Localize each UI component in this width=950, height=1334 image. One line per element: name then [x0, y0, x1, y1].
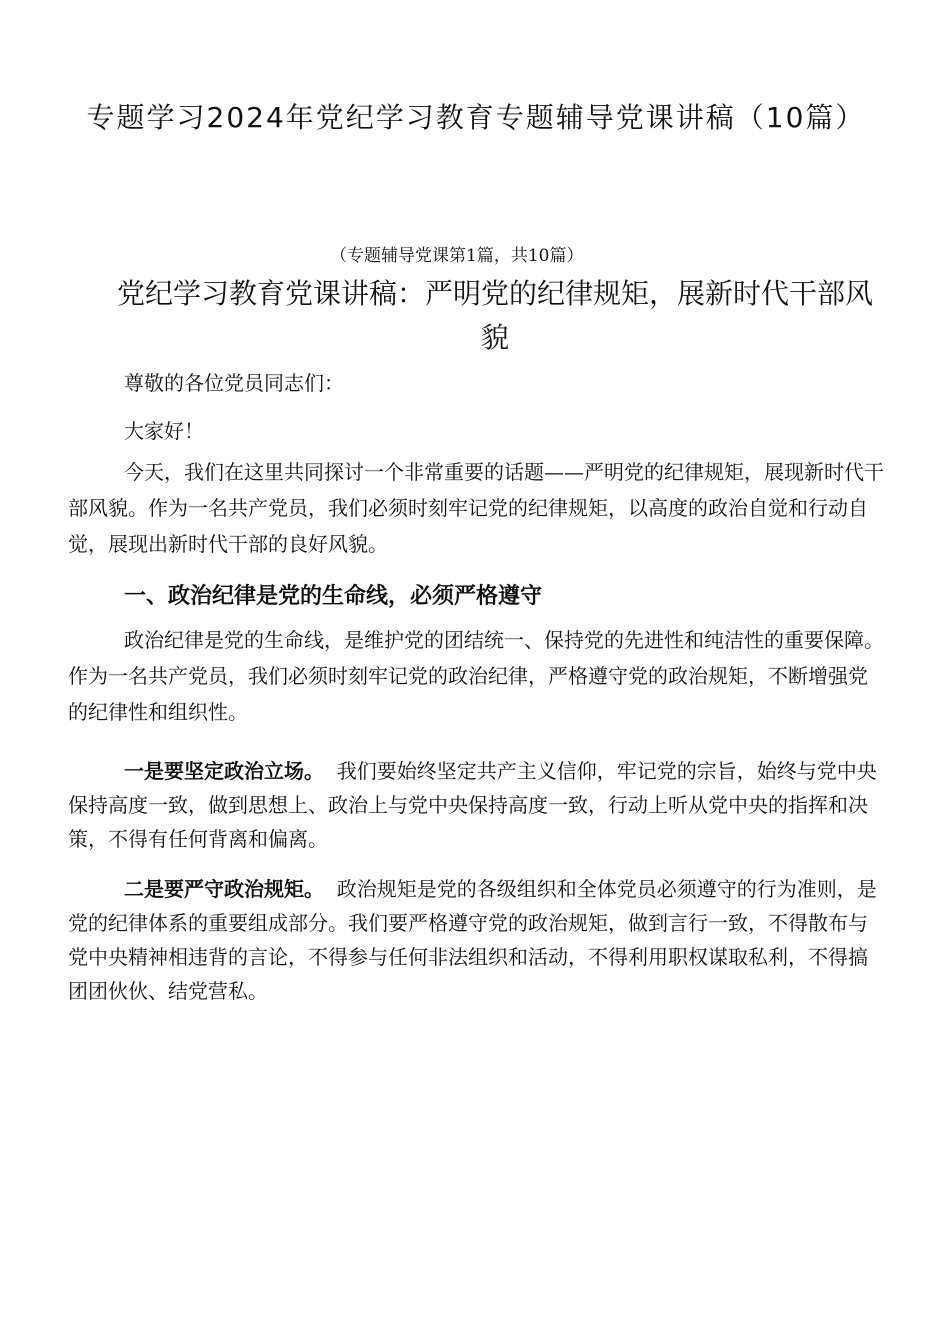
point-two-lead: 二是要严守政治规矩。 [124, 877, 324, 901]
section-body-political-discipline: 政治纪律是党的生命线，是维护党的团结统一、保持党的先进性和纯洁性的重要保障。作为一名共产党员，我们必须时刻牢记党的政治纪律，严格遵守党的政治规矩，不断增强党的纪律性和组织性。 [68, 628, 884, 724]
document-title: 专题学习2024年党纪学习教育专题辅导党课讲稿（10篇） [86, 101, 866, 134]
lecture-title: 党纪学习教育党课讲稿：严明党的纪律规矩，展新时代干部风貌 [116, 277, 873, 354]
point-one-body: 我们要始终坚定共产主义信仰，牢记党的宗旨，始终与党中央保持高度一致，做到思想上、政治上与党中央保持高度一致，行动上听从党中央的指挥和决策，不得有任何背离和偏离。 [68, 759, 877, 851]
point-two-paragraph [68, 872, 884, 1008]
point-one-lead: 一是要坚定政治立场。 [124, 759, 324, 783]
salutation: 尊敬的各位党员同志们： [124, 371, 344, 395]
point-two-body: 政治规矩是党的各级组织和全体党员必须遵守的行为准则，是党的纪律体系的重要组成部分。我们要严格遵守党的政治规矩，做到言行一致，不得散布与党中央精神相违背的言论，不得参与任何非法组织和活动，不得利用职权谋取私利，不得搞团团伙伙、结党营私。 [68, 877, 877, 1003]
point-one-paragraph [68, 754, 884, 856]
lecture-series-note: （专题辅导党课第1篇，共10篇） [330, 246, 584, 266]
section-heading-political-discipline: 一、政治纪律是党的生命线，必须严格遵守 [124, 584, 543, 609]
intro-paragraph: 今天，我们在这里共同探讨一个非常重要的话题——严明党的纪律规矩，展现新时代干部风貌。作为一名共产党员，我们必须时刻牢记党的纪律规矩，以高度的政治自觉和行动自觉，展现出新时代干部的良好风貌。 [68, 460, 884, 556]
greeting: 大家好！ [124, 419, 204, 443]
